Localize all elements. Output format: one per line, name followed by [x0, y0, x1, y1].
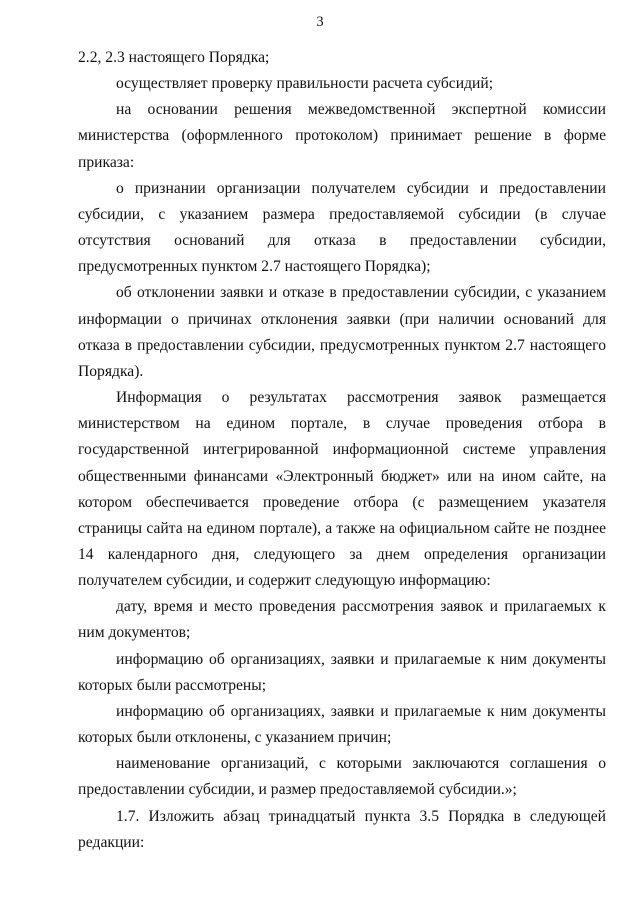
paragraph-6: Информация о результатах рассмотрения заявок размещается министерством на едином портале, в случае проведения отбора в государственной интегрированной информационной системе управления общественными финансами «Электронный бюджет» или на ином сайте, на котором обеспечивается проведение отбора (с размещением указателя страницы сайта на едином портале), а также на официальном сайте не позднее 14 календарного дня, следующего за днем определения организации получателем субсидии, и содержит следующую информацию:	[78, 389, 606, 590]
paragraph-8: информацию об организациях, заявки и прилагаемые к ним документы которых были рассмотрены;	[78, 650, 606, 694]
paragraph-11: 1.7. Изложить абзац тринадцатый пункта 3.5 Порядка в следующей редакции:	[78, 807, 606, 851]
paragraph-2: осуществляет проверку правильности расчета субсидий;	[116, 75, 494, 93]
paragraph-10: наименование организаций, с которыми заключаются соглашения о предоставлении субсидии, и размер предоставляемой субсидии.»;	[78, 755, 606, 799]
paragraph-1: 2.2, 2.3 настоящего Порядка;	[78, 49, 270, 66]
page-number: 3	[316, 14, 324, 30]
paragraph-9: информацию об организациях, заявки и прилагаемые к ним документы которых были отклонены, с указанием причин;	[78, 702, 606, 747]
body-text	[78, 45, 606, 856]
paragraph-5: об отклонении заявки и отказе в предоставлении субсидии, с указанием информации о причинах отклонения заявки (при наличии оснований для отказа в предоставлении субсидии, предусмотренных пунктом 2.7 настоящего Порядка).	[78, 284, 606, 380]
paragraph-4: о признании организации получателем субсидии и предоставлении субсидии, с указанием размера предоставляемой субсидии (в случае отсутствия оснований для отказа в предоставлении субсидии, предусмотренных пунктом 2.7 настоящего Порядка);	[78, 179, 606, 276]
paragraph-7: дату, время и место проведения рассмотрения заявок и прилагаемых к ним документов;	[78, 598, 606, 642]
paragraph-3: на основании решения межведомственной экспертной комиссии министерства (оформленного протоколом) принимает решение в форме приказа:	[78, 101, 606, 171]
